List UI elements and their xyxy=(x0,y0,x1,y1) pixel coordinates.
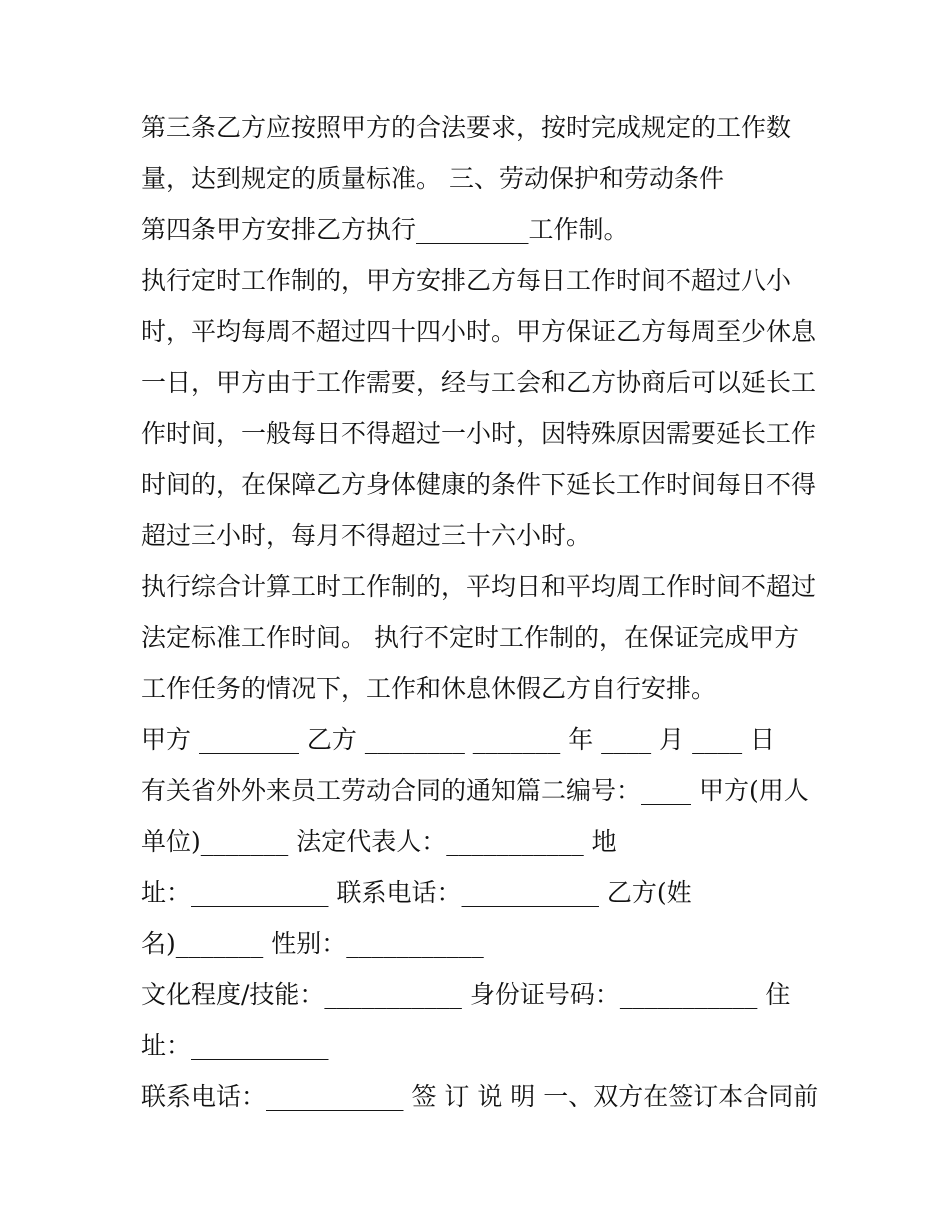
text-line: 第三条乙方应按照甲方的合法要求，按时完成规定的工作数 xyxy=(141,113,792,142)
text-line: 址：___________ 联系电话：___________ 乙方(姓 xyxy=(141,878,692,907)
text-line: 执行定时工作制的，甲方安排乙方每日工作时间不超过八小 xyxy=(141,266,792,295)
text-line: 联系电话：___________ 签 订 说 明 一、双方在签订本合同前 xyxy=(141,1082,819,1111)
text-line: 文化程度/技能：___________ 身份证号码：___________ 住 xyxy=(141,980,791,1009)
text-line: 有关省外外来员工劳动合同的通知篇二编号：____ 甲方(用人 xyxy=(141,776,809,805)
text-line: 第四条甲方安排乙方执行_________工作制。 xyxy=(141,215,629,244)
text-line: 一日，甲方由于工作需要，经与工会和乙方协商后可以延长工 xyxy=(141,368,817,397)
text-line: 作时间，一般每日不得超过一小时，因特殊原因需要延长工作 xyxy=(141,419,817,448)
text-line: 名)_______ 性别：___________ xyxy=(141,929,484,958)
text-line: 超过三小时，每月不得超过三十六小时。 xyxy=(141,521,592,550)
text-line: 量，达到规定的质量标准。 三、劳动保护和劳动条件 xyxy=(141,164,724,193)
text-line: 甲方 ________ 乙方 ________ _______ 年 ____ 月 ____ 日 xyxy=(141,725,776,754)
text-line: 址：___________ xyxy=(141,1031,329,1060)
text-line: 执行综合计算工时工作制的，平均日和平均周工作时间不超过 xyxy=(141,572,817,601)
text-line: 工作任务的情况下，工作和休息休假乙方自行安排。 xyxy=(141,674,717,703)
text-line: 法定标准工作时间。 执行不定时工作制的，在保证完成甲方 xyxy=(141,623,799,652)
text-line: 时，平均每周不超过四十四小时。甲方保证乙方每周至少休息 xyxy=(141,317,817,346)
text-line: 时间的，在保障乙方身体健康的条件下延长工作时间每日不得 xyxy=(141,470,817,499)
text-line: 单位)_______ 法定代表人：___________ 地 xyxy=(141,827,617,856)
